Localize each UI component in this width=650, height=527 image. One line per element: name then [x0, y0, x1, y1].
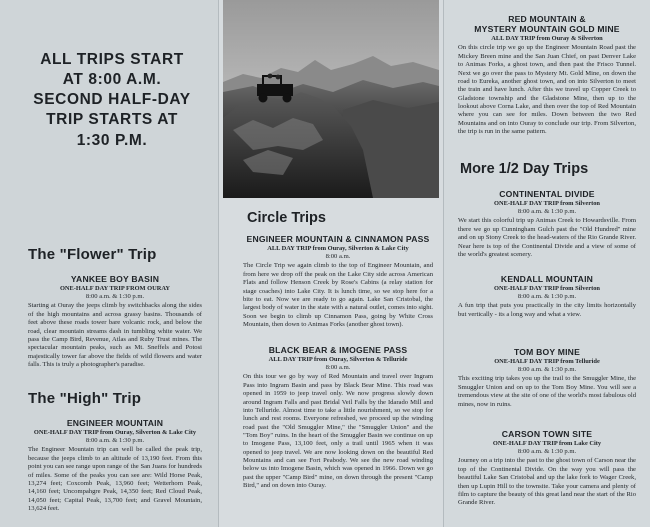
trip-description: A fun trip that puts you practically in the city limits horizontally but vertically - its a long way and what a view. [458, 302, 636, 318]
trip-time: 8:00 a.m. & 1:30 p.m. [517, 365, 577, 373]
engineer-mountain-section [28, 419, 202, 513]
yankee-boy-section [28, 275, 202, 369]
kendall-mountain-section [458, 275, 636, 319]
high-trip-title: The "High" Trip [28, 390, 142, 407]
trip-name: ENGINEER MOUNTAIN [66, 418, 164, 428]
trip-time: 8:00 a.m. & 1:30 p.m. [517, 447, 577, 455]
headline-line: TRIP STARTS AT [46, 111, 178, 129]
right-panel [444, 0, 650, 527]
trip-time: 8:00 a.m. & 1:30 p.m. [85, 436, 145, 444]
carson-town-section [458, 430, 636, 508]
center-panel [219, 0, 443, 527]
headline-line: 1:30 P.M. [76, 131, 148, 149]
cinnamon-pass-section [243, 235, 433, 329]
trip-description: The Circle Trip we again climb to the top of Engineer Mountain, and from here we drop off the peak on the Lake City side across American Flats and follow Henson Creek by Rose's Cabins (a relay station for stage coaches) into Lake City. It is lunch time, so we stop here for a bite to eat. Now we are ready to go again. Lake San Cristobal, the largest body of water in the state with a natural outlet, comes into sight. Soon we begin to climb up Cinnamon Pass, going by White Cross Mountain, then down to Animas Forks (another ghost town). [243, 262, 433, 328]
trip-description: We start this colorful trip up Animas Creek to Howardsville. From there we go up Cunningham Gulch past the "Old Hundred" mine and on up Stony Creek to the head-waters of the Rio Grande River. Near here is top of the Continental Divide and a view of some of the world's greatest scenery. [458, 217, 636, 258]
trip-subtitle: ALL DAY TRIP from Ouray, Silverton & Lake City [267, 244, 409, 252]
trip-description: Journey on a trip into the past to the ghost town of Carson near the top of the Continental Divide. On the way you will pass the beautiful Lake San Cristobal and up the lake fork to Wager Creek, then up Lupin Hill to the townsite. Take your camera and plenty of film to capture the beauty of this great land near the start of the Rio Grande River. [458, 457, 636, 507]
black-bear-section [243, 346, 433, 491]
trip-name-line2: MYSTERY MOUNTAIN GOLD MINE [474, 23, 620, 34]
trip-name: TOM BOY MINE [513, 347, 581, 357]
trip-subtitle: ONE-HALF DAY TRIP from Lake City [492, 439, 602, 447]
trip-name: YANKEE BOY BASIN [70, 274, 160, 284]
trip-time: 8:00 a.m. [325, 252, 351, 260]
trip-subtitle: ALL DAY TRIP from Ouray, Silverton & Telluride [268, 355, 408, 363]
trip-subtitle: ONE-HALF DAY TRIP FROM OURAY [59, 284, 171, 292]
start-times-headline [22, 50, 202, 151]
continental-divide-section [458, 190, 636, 259]
trip-description: This exciting trip takes you up the trail to the Smuggler Mine, the Smuggler Union and on up to the Tom Boy Mine. You will see a tremendous view at the site of one of the world's most fabulous old mines, now in ruins. [458, 375, 636, 408]
circle-trips-title: Circle Trips [247, 210, 326, 226]
trip-name: CONTINENTAL DIVIDE [499, 189, 595, 199]
trip-description: On this circle trip we go up the Engineer Mountain Road past the Mickey Breen mine and the San Juan Chief, on past Denver Lake to Animas Forks, a ghost town, and then past the Frisco Tunnel. Next we go over the pass to Mystery Mt. Gold Mine, on down the road to Eureka, another ghost town, and on into Silverton to meet the train and have lunch. After this we travel up Copper Creek to Gladstone township and the Gladstone Mine, then up to the lookout above Corna Lake, and then over the top of Red Mountain where you can see for miles. Down between the two Red Mountains and on into Ouray to conclude our trip. From Silverton, the trip is run in the same pattern. [458, 44, 636, 136]
trip-subtitle: ONE-HALF DAY TRIP from Silverton [494, 284, 600, 292]
headline-line: SECOND HALF-DAY [33, 91, 191, 109]
headline-line: ALL TRIPS START [40, 51, 184, 68]
trip-subtitle: ALL DAY TRIP from Ouray & Silverton [491, 34, 603, 42]
more-half-day-title: More 1/2 Day Trips [460, 161, 589, 177]
trip-subtitle: ONE-HALF DAY TRIP from Silverton [494, 199, 600, 207]
trip-time: 8:00 a.m. & 1:30 p.m. [517, 207, 577, 215]
trip-name: RED MOUNTAIN & [508, 14, 586, 24]
trip-subtitle: ONE-HALF DAY TRIP from Ouray, Silverton & Lake City [33, 428, 197, 436]
trip-description: On this tour we go by way of Red Mountain and travel over Ingram Pass into Ingram Basin and pass by Black Bear Mine. This road was opened in 1959 to jeep travel only. We now progress slowly down around Ingram Falls and past Bridal Veil Falls by the Idarado Mill and into Telluride. Almost time to take a little nourishment, so we stop for lunch and rest rooms. Everyone refreshed, we proceed up the winding road past the "Old Smuggler Mine," the "Smuggler Union" and the "Tom Boy" ruins. In the heart of the Smuggler Basin we continue on up to Imogene Pass, 13,100 feet, only a trail until 1965 when it was opened to jeep travel. We are now looking down on the beautiful Red Mountains and can see Fort Peabody. We see the new road winding below us into Imogene Basin, which was opened in 1966. Down we go past the upper "Camp Bird" mine, on down through the present "Camp Bird," and on down into Ouray. [243, 373, 433, 490]
trip-time: 8:00 a.m. [325, 363, 351, 371]
trip-name: ENGINEER MOUNTAIN & CINNAMON PASS [246, 234, 430, 244]
headline-line: AT 8:00 A.M. [62, 71, 162, 89]
trip-name: BLACK BEAR & IMOGENE PASS [268, 345, 408, 355]
trip-name: CARSON TOWN SITE [501, 429, 593, 439]
tom-boy-section [458, 348, 636, 409]
trip-description: Starting at Ouray the jeeps climb by switchbacks along the sides of the high mountains and across grassy basins. Thousands of feet above these roads tower bare volcanic rock, and below the road, clear mountain streams dash in tumbling white water. We pass the Camp Bird, Revenue, Atlas and Ruby Trust mines. The spectacular mountain peaks, such as Mt. Sneffels and Potosi majestically tower far above the fields of wild flowers and water falls. This is truly a photographer's paradise. [28, 302, 202, 368]
trip-description: The Engineer Mountain trip can well be called the peak trip, because the jeeps climb to an altitude of 13,190 feet. From this point you can see range upon range of the San Juans for hundreds of miles. Some of the peaks you can see are: Wild Horse Peak, 13,274 feet; Coxcomb Peak, 13,960 feet; Wetterhorn Peak, 14,160 feet; Uncompahgre Peak, 14,350 feet; Red Cloud Peak, 14,050 feet; Capital Peak, 13,700 feet; and Gravel Mountain, 13,624 feet. [28, 446, 202, 512]
trip-subtitle: ONE-HALF DAY TRIP from Telluride [494, 357, 600, 365]
flower-trip-title: The "Flower" Trip [28, 246, 157, 263]
trip-time: 8:00 a.m. & 1:30 p.m. [85, 292, 145, 300]
trip-time: 8:00 a.m. & 1:30 p.m. [517, 292, 577, 300]
left-panel [0, 0, 218, 527]
jeep-mountain-photo [223, 0, 439, 198]
jeep-photo-illustration [223, 0, 439, 198]
trip-name: KENDALL MOUNTAIN [500, 274, 594, 284]
red-mountain-section [458, 15, 636, 136]
